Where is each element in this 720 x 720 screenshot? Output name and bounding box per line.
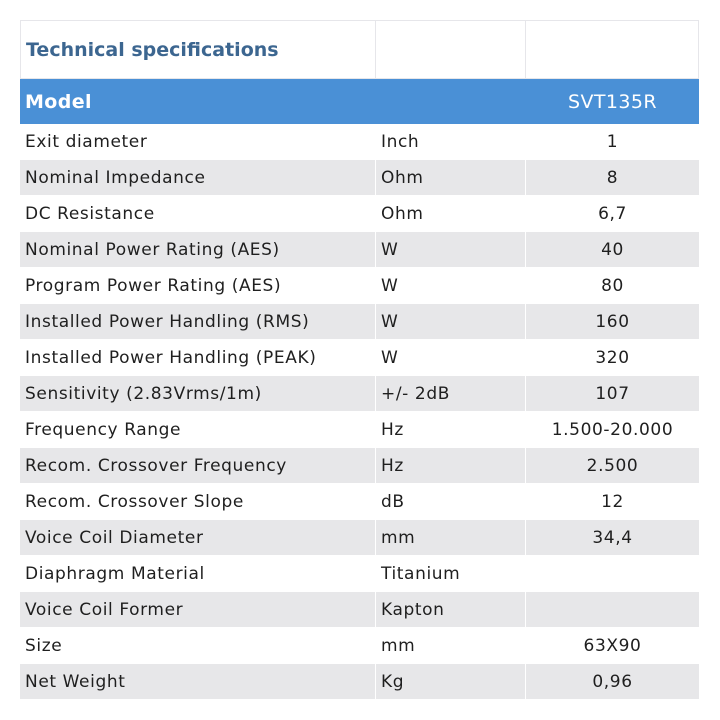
- spec-value: 12: [601, 491, 624, 512]
- table-row: [20, 412, 699, 448]
- spec-unit: Hz: [376, 448, 526, 483]
- spec-name: Voice Coil Diameter: [20, 520, 376, 555]
- spec-unit: W: [376, 232, 526, 267]
- spec-value: 0,96: [592, 671, 633, 692]
- spec-value: [526, 556, 699, 591]
- spec-unit: W: [376, 268, 526, 303]
- spec-unit: Hz: [376, 412, 526, 447]
- spec-value: 34,4: [592, 527, 633, 548]
- spec-name: Sensitivity (2.83Vrms/1m): [20, 376, 376, 411]
- spec-value: 1: [606, 131, 619, 152]
- spec-unit: mm: [376, 628, 526, 663]
- table-row: [20, 340, 699, 376]
- spec-name: Voice Coil Former: [20, 592, 376, 627]
- spec-unit: Titanium: [376, 556, 526, 591]
- spec-name: Recom. Crossover Slope: [20, 484, 376, 519]
- spec-value: 160: [595, 311, 630, 332]
- spec-value: 8: [606, 167, 619, 188]
- table-row: [20, 556, 699, 592]
- spec-name: Exit diameter: [20, 124, 376, 159]
- model-header-row: [20, 79, 699, 124]
- table-row: [20, 196, 699, 232]
- table-row: [20, 376, 699, 412]
- table-row: [20, 592, 699, 628]
- spec-unit: Kapton: [376, 592, 526, 627]
- spec-value: 6,7: [598, 203, 627, 224]
- spec-unit: mm: [376, 520, 526, 555]
- spec-value: 63X90: [583, 635, 642, 656]
- table-title: Technical specifications: [21, 21, 376, 78]
- table-row: [20, 484, 699, 520]
- spec-unit: dB: [376, 484, 526, 519]
- spec-unit: Kg: [376, 664, 526, 699]
- model-value: SVT135R: [568, 90, 657, 113]
- title-empty-cell: [376, 21, 526, 78]
- table-row: [20, 448, 699, 484]
- spec-name: Installed Power Handling (RMS): [20, 304, 376, 339]
- spec-unit: W: [376, 304, 526, 339]
- table-row: [20, 160, 699, 196]
- spec-name: Frequency Range: [20, 412, 376, 447]
- spec-name: Diaphragm Material: [20, 556, 376, 591]
- spec-table: [20, 20, 699, 700]
- table-row: [20, 664, 699, 700]
- spec-unit: Inch: [376, 124, 526, 159]
- table-row: [20, 304, 699, 340]
- spec-name: Net Weight: [20, 664, 376, 699]
- spec-unit: Ohm: [376, 196, 526, 231]
- spec-value: 2.500: [586, 455, 639, 476]
- spec-unit: W: [376, 340, 526, 375]
- spec-value: [526, 592, 699, 627]
- spec-value: 320: [595, 347, 630, 368]
- spec-value: 80: [601, 275, 624, 296]
- table-row: [20, 124, 699, 160]
- spec-name: DC Resistance: [20, 196, 376, 231]
- spec-rows: [20, 124, 699, 700]
- spec-unit: Ohm: [376, 160, 526, 195]
- spec-value: 40: [601, 239, 624, 260]
- table-row: [20, 232, 699, 268]
- spec-unit: +/- 2dB: [376, 376, 526, 411]
- spec-name: Recom. Crossover Frequency: [20, 448, 376, 483]
- title-row: [20, 20, 699, 79]
- spec-name: Nominal Impedance: [20, 160, 376, 195]
- spec-value: 107: [595, 383, 630, 404]
- spec-name: Size: [20, 628, 376, 663]
- table-row: [20, 628, 699, 664]
- spec-name: Nominal Power Rating (AES): [20, 232, 376, 267]
- table-row: [20, 268, 699, 304]
- model-label: Model: [25, 90, 92, 113]
- spec-name: Program Power Rating (AES): [20, 268, 376, 303]
- spec-name: Installed Power Handling (PEAK): [20, 340, 376, 375]
- spec-value: 1.500-20.000: [551, 419, 674, 440]
- title-empty-cell: [526, 21, 698, 78]
- table-row: [20, 520, 699, 556]
